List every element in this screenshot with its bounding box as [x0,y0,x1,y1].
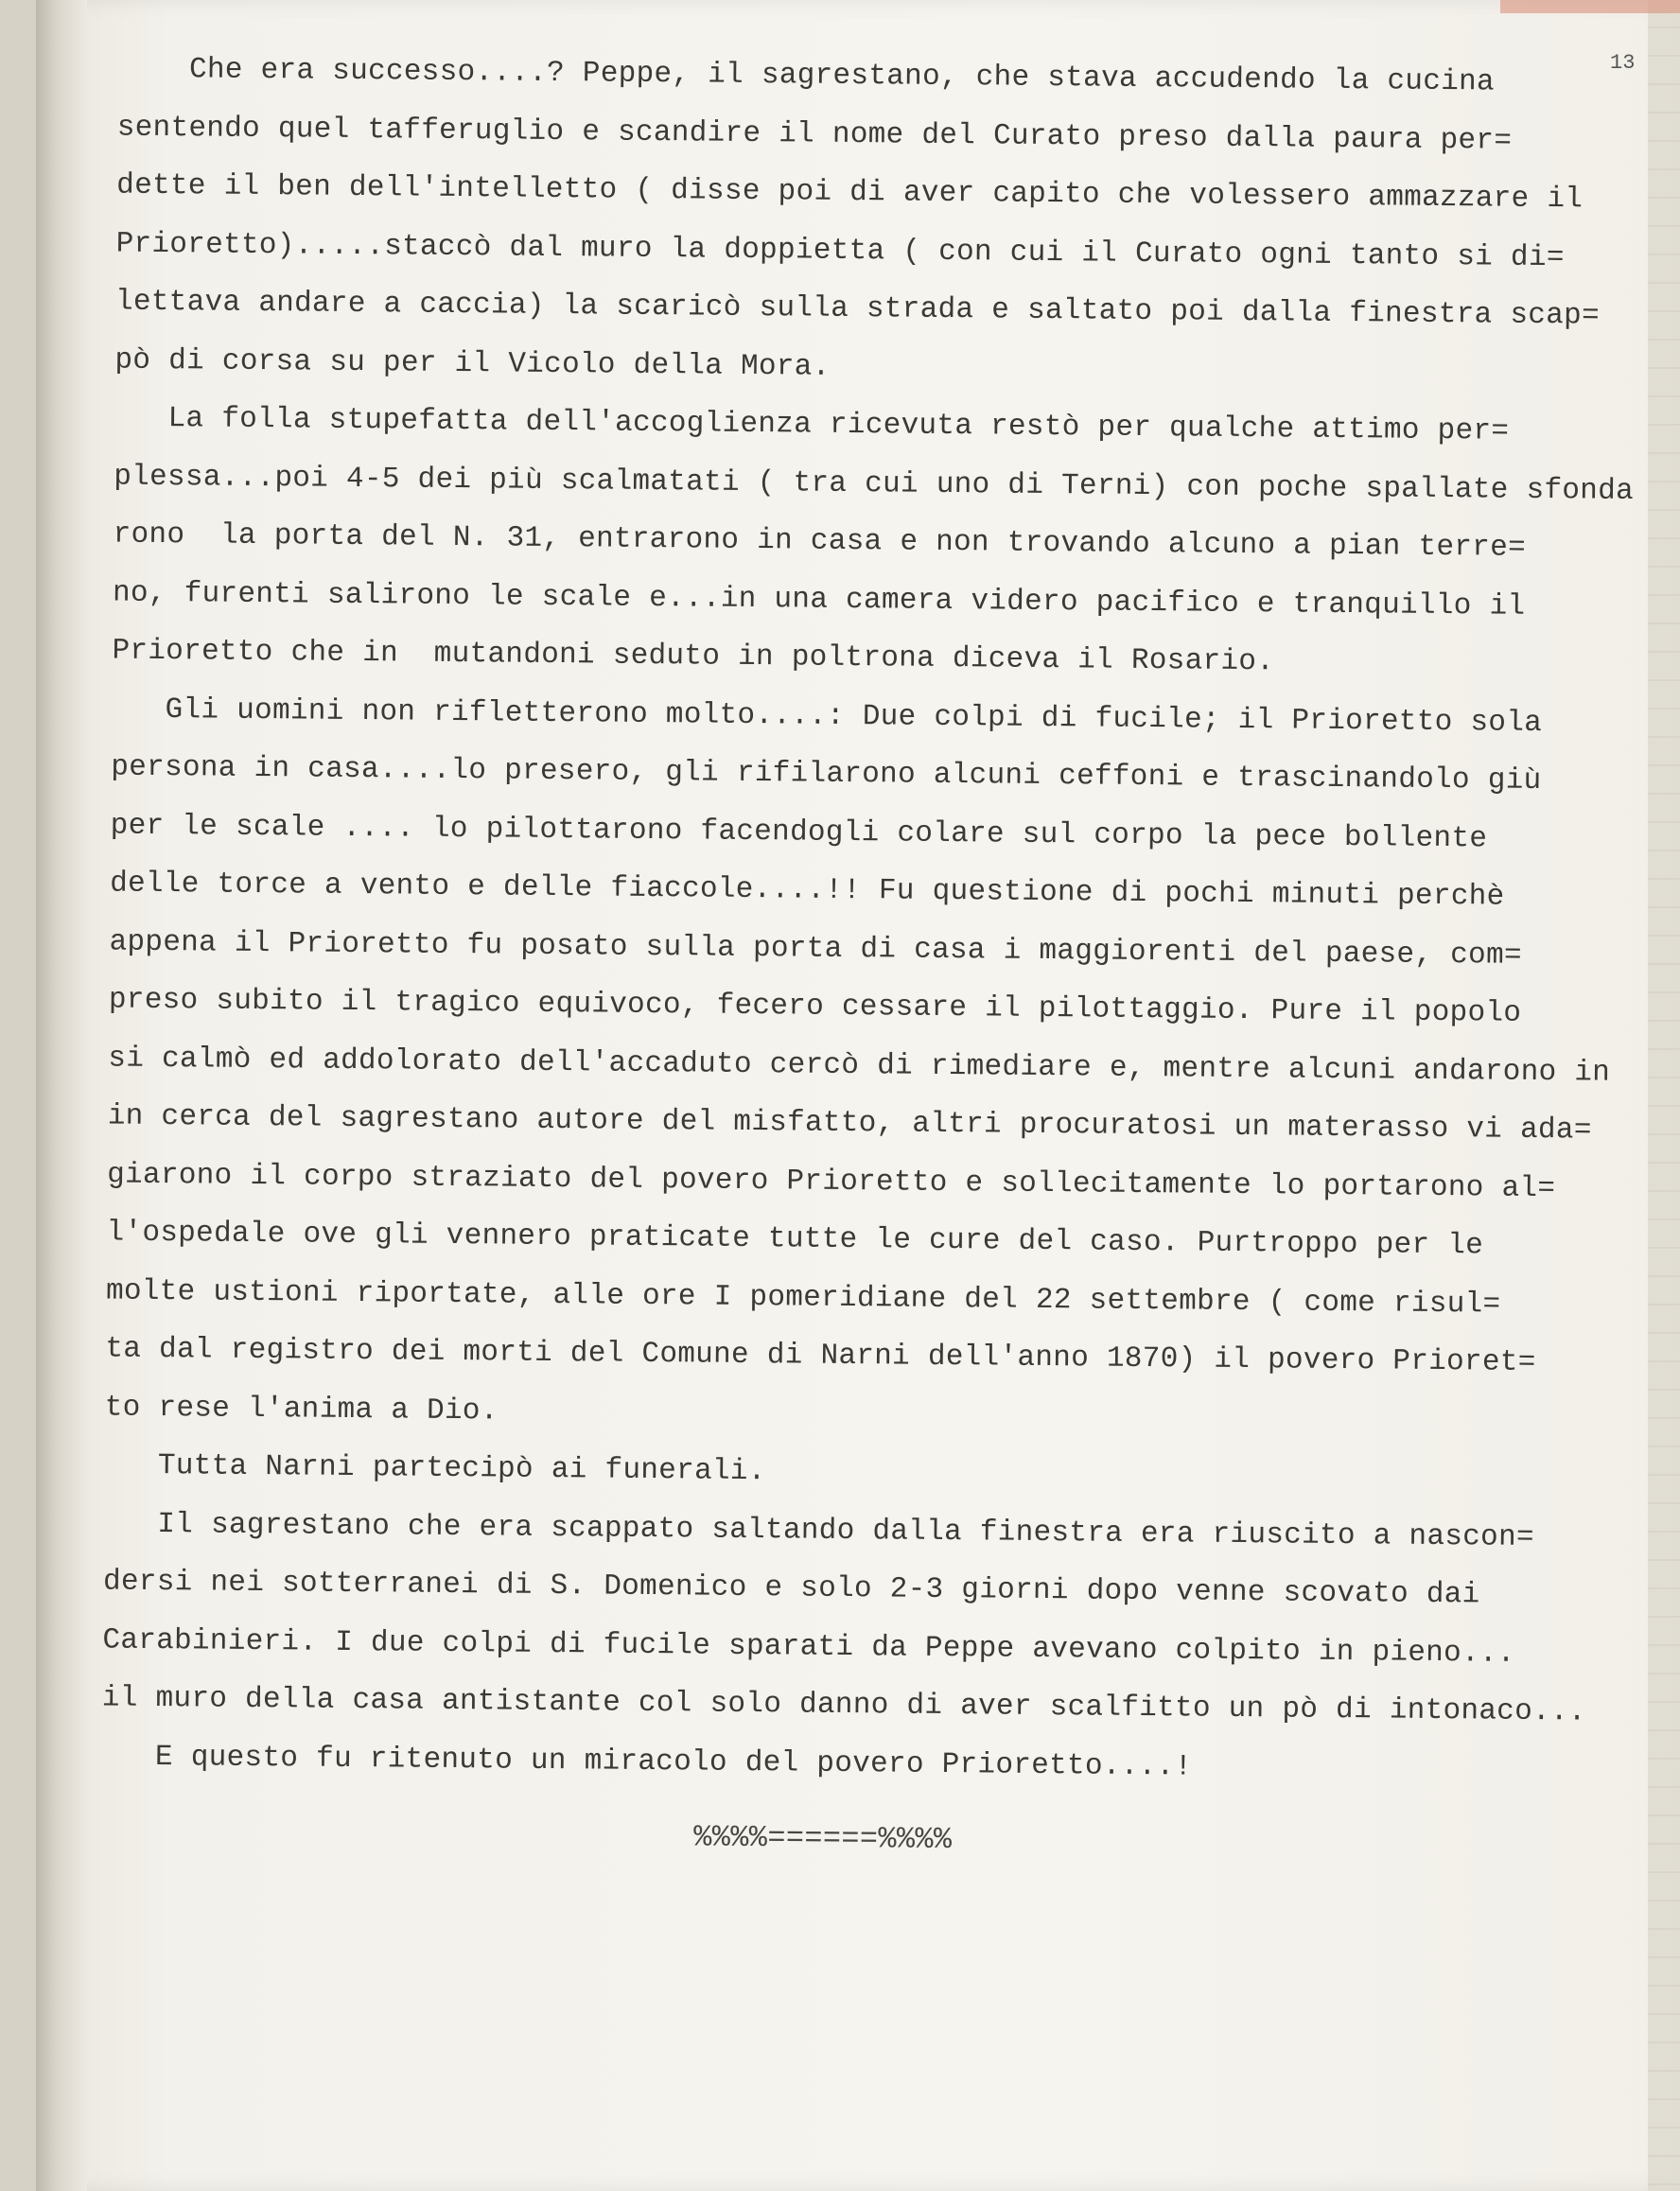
text-line: delle torce a vento e delle fiaccole....!! Fu questione di pochi minuti perchè [56,866,1505,914]
text-line: Che era successo....? Peppe, il sagrestano, che stava accudendo la cucina [63,51,1496,99]
text-line: in cerca del sagrestano autore del misfatto, altri procuratosi un materasso vi ada= [53,1098,1592,1148]
text-line: no, furenti salirono le scale e...in una camera videro pacifico e tranquillo il [59,575,1526,623]
text-line: l'ospedale ove gli vennero praticate tutte le cure del caso. Purtroppo per le [52,1215,1484,1263]
text-line: preso subito il tragico equivoco, fecero cessare il pilottaggio. Pure il popolo [55,982,1522,1030]
text-line: rono la porta del N. 31, entrarono in casa e non trovando alcuno a pian terre= [59,517,1527,565]
text-line: dette il ben dell'intelletto ( disse poi di aver capito che volessero ammazzare il [62,167,1584,217]
text-line: lettava andare a caccia) la scaricò sulla strada e saltato poi dalla finestra scap= [61,284,1601,333]
section-end-mark: %%%%======%%%% [693,1819,953,1858]
text-line: E questo fu ritenuto un miracolo del povero Prioretto....! [47,1739,1193,1784]
text-line: to rese l'anima a Dio. [50,1390,499,1428]
text-line: giarono il corpo straziato del povero Prioretto e sollecitamente lo portarono al= [53,1157,1556,1205]
page-number: 13 [1610,51,1636,75]
text-line: molte ustioni riportate, alle ore I pomeridiane del 22 settembre ( come risul= [52,1273,1501,1322]
text-line: si calmò ed addolorato dell'accaduto cercò di rimediare e, mentre alcuni andarono in [54,1041,1611,1090]
text-line: ta dal registro dei morti del Comune di Narni dell'anno 1870) il povero Prioret= [51,1331,1536,1379]
text-line: persona in casa....lo presero, gli rifilarono alcuni ceffoni e trascinandolo giù [57,749,1542,798]
text-line: Tutta Narni partecipò ai funerali. [50,1447,766,1489]
text-line: Prioretto che in mutandoni seduto in poltrona diceva il Rosario. [58,633,1275,679]
background-corner [1500,0,1680,13]
text-line: Prioretto).....staccò dal muro la doppietta ( con cui il Curato ogni tanto si di= [61,226,1565,274]
text-line: sentendo quel tafferuglio e scandire il nome del Curato preso dalla paura per= [62,110,1513,158]
text-line: Gli uomini non rifletterono molto....: Due colpi di fucile; il Prioretto sola [58,692,1543,740]
text-line: La folla stupefatta dell'accoglienza ricevuta restò per qualche attimo per= [60,400,1510,448]
page-edge [1648,0,1680,2191]
text-line: per le scale .... lo pilottarono facendogli colare sul corpo la pece bollente [56,808,1488,855]
text-line: plessa...poi 4-5 dei più scalmatati ( tra cui uno di Terni) con poche spallate sfonda [60,459,1635,508]
text-line: appena il Prioretto fu posato sulla porta di casa i maggiorenti del paese, com= [55,924,1523,973]
document-page [36,0,1680,2191]
text-line: Carabinieri. I due colpi di fucile sparati da Peppe avevano colpito in pieno... [48,1622,1515,1671]
text-line: pò di corsa su per il Vicolo della Mora. [61,342,831,384]
text-line: dersi nei sotterranei di S. Domenico e solo 2-3 giorni dopo venne scovato dai [49,1564,1480,1612]
text-line: il muro della casa antistante col solo danno di aver scalfitto un pò di intonaco... [48,1680,1586,1729]
text-line: Il sagrestano che era scappato saltando dalla finestra era riuscito a nascon= [49,1506,1534,1554]
